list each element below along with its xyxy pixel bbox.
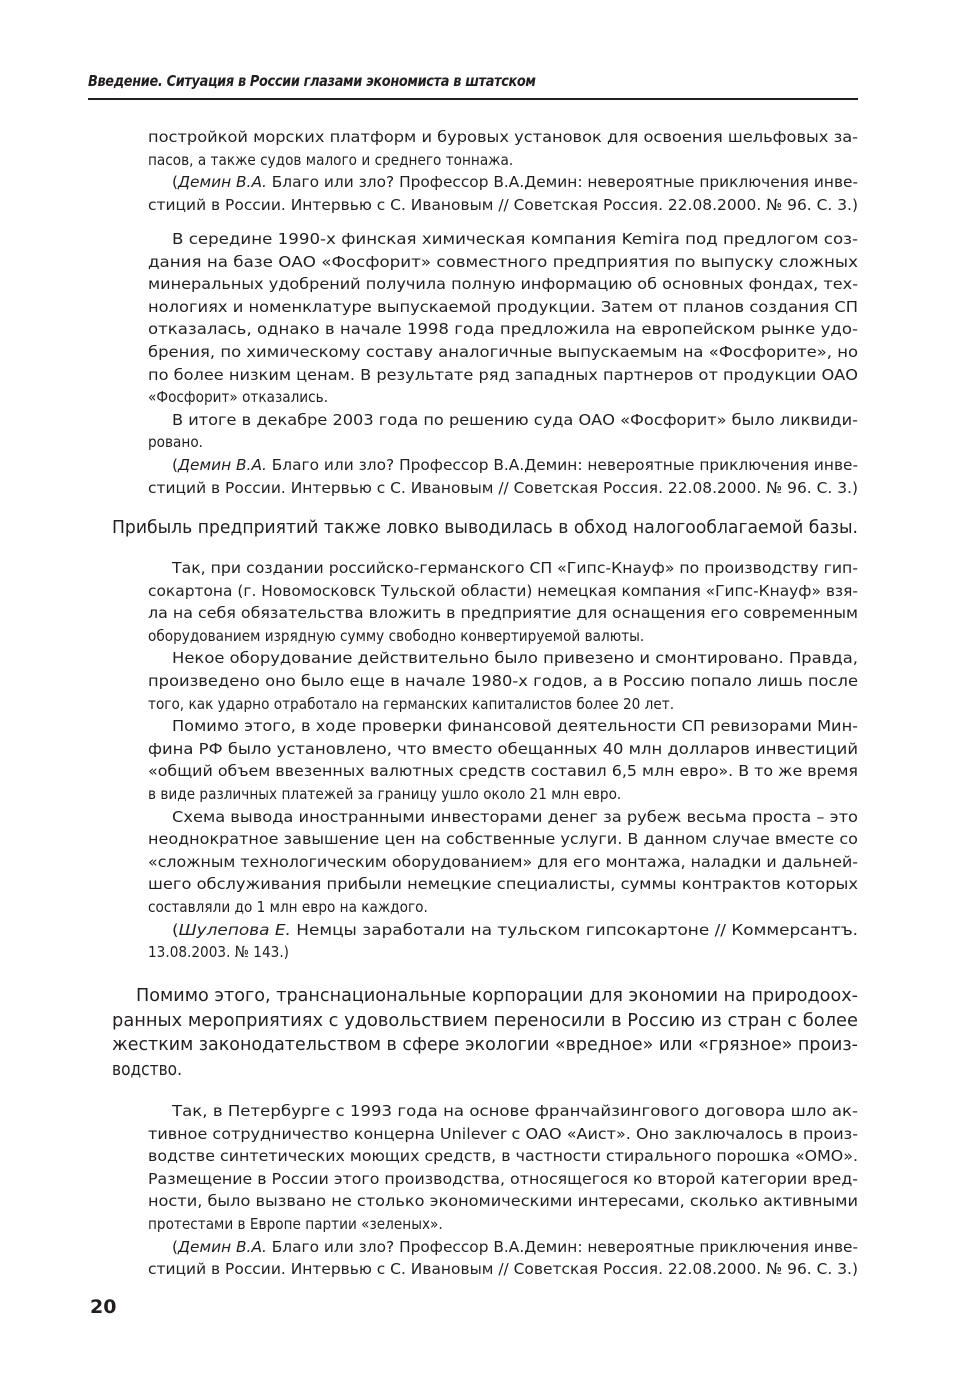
- text-line: [148, 670, 858, 693]
- text-line: [148, 941, 858, 964]
- line-text: «сложным технологическим оборудованием» для его монтажа, наладки и дальней-: [148, 852, 858, 871]
- text-line: [148, 738, 858, 761]
- line-text: стиций в России. Интервью с С. Ивановым // Советская Россия. 22.08.2000. № 96. С. 3.): [148, 195, 858, 214]
- line-text: произведено оно было еще в начале 1980-х годов, а в Россию попало лишь после: [148, 671, 858, 690]
- line-text: Помимо этого, в ходе проверки финансовой деятельности СП ревизорами Мин-: [172, 717, 859, 736]
- line-text: нологиях и номенклатуре выпускаемой продукции. Затем от планов создания СП: [148, 297, 859, 316]
- text-line: (Демин В.А. Благо или зло? Профессор В.А.Демин: невероятные приключения инве-: [172, 173, 859, 192]
- line-text: «Фосфорит» отказались.: [148, 388, 329, 407]
- text-line: [148, 341, 858, 364]
- text-line: [148, 126, 858, 149]
- text-line: (Демин В.А. Благо или зло? Профессор В.А.Демин: невероятные приключения инве-: [172, 455, 859, 474]
- text-line: (Демин В.А. Благо или зло? Профессор В.А.Демин: невероятные приключения инве-: [172, 1237, 859, 1256]
- text-line: [148, 1258, 858, 1281]
- line-text: жестким законодательством в сфере экологии «вредное» или «грязное» произ-: [112, 1035, 858, 1055]
- page-number: 20: [90, 1296, 117, 1318]
- line-text: по более низким ценам. В результате ряд западных партнеров от продукции ОАО: [148, 365, 858, 384]
- line-text: Прибыль предприятий также ловко выводилась в обход налогооблагаемой базы.: [112, 518, 859, 538]
- line-text: Благо или зло? Профессор В.А.Демин: невероятные приключения инве-: [266, 1237, 859, 1256]
- line-text: протестами в Европе партии «зеленых».: [148, 1214, 443, 1233]
- body-paragraph: [112, 984, 858, 1082]
- line-text: 13.08.2003. № 143.): [148, 943, 289, 962]
- line-text: Благо или зло? Профессор В.А.Демин: невероятные приключения инве-: [266, 455, 859, 474]
- text-line: [148, 431, 858, 454]
- line-text: Так, в Петербурге с 1993 года на основе франчайзингового договора шло ак-: [172, 1102, 858, 1120]
- line-text: «общий объем ввезенных валютных средств составил 6,5 млн евро». В то же время: [148, 762, 858, 781]
- text-line: [112, 984, 858, 1009]
- text-line: [148, 783, 858, 806]
- line-text: неоднократное завышение цен на собственные услуги. В данном случае вместе со: [148, 830, 858, 849]
- body-paragraph: [112, 516, 858, 541]
- text-line: [148, 149, 858, 172]
- text-line: [148, 1190, 858, 1213]
- line-text: постройкой морских платформ и буровых установок для освоения шельфовых за-: [148, 128, 859, 146]
- quoted-passage: [148, 126, 858, 216]
- line-text: шего обслуживания прибыли немецкие специалисты, суммы контрактов которых: [148, 875, 859, 894]
- text-line: [148, 273, 858, 296]
- text-line: [148, 625, 858, 648]
- text-line: [148, 602, 858, 625]
- line-text: стиций в России. Интервью с С. Ивановым // Советская Россия. 22.08.2000. № 96. С. 3.): [148, 1260, 858, 1279]
- citation-author: Шулепова Е.: [178, 920, 291, 939]
- text-line: [112, 516, 858, 541]
- line-text: водстве синтетических моющих средств, в частности стирального порошка «ОМО».: [148, 1147, 858, 1166]
- line-text: составляли до 1 млн евро на каждого.: [148, 897, 428, 916]
- text-line: [148, 409, 858, 432]
- text-line: [148, 580, 858, 603]
- line-text: В середине 1990-х финская химическая компания Kemira под предлогом соз-: [172, 230, 859, 248]
- text-line: [112, 1033, 858, 1058]
- text-line: [148, 1168, 858, 1191]
- text-line: [148, 1145, 858, 1168]
- text-line: [148, 386, 858, 409]
- text-line: [148, 557, 858, 580]
- citation-author: Демин В.А.: [178, 1237, 267, 1256]
- line-text: отказалась, однако в начале 1998 года предложила на европейском рынке удо-: [148, 320, 858, 339]
- text-line: [148, 251, 858, 274]
- text-line: [148, 296, 858, 319]
- line-text: Так, при создании российско-германского СП «Гипс-Кнауф» по производству гип-: [172, 559, 858, 577]
- line-text: ранных мероприятиях с удовольствием переносили в Россию из стран с более: [112, 1010, 858, 1031]
- quoted-passage: [148, 1100, 858, 1281]
- line-text: фина РФ было установлено, что вместо обещанных 40 млн долларов инвестиций: [148, 739, 858, 758]
- text-line: [148, 828, 858, 851]
- line-text: Некое оборудование действительно было привезено и смонтировано. Правда,: [172, 649, 859, 668]
- running-header: [88, 70, 858, 92]
- line-text: ности, было вызвано не столько экономическими интересами, сколько активными: [148, 1192, 858, 1211]
- line-text: брения, по химическому составу аналогичные выпускаемым на «Фосфорите», но: [148, 342, 859, 361]
- line-text: пасов, а также судов малого и среднего тоннажа.: [148, 150, 514, 169]
- text-line: (Шулепова Е. Немцы заработали на тульском гипсокартоне // Коммерсантъ.: [172, 920, 858, 939]
- running-title: Введение. Ситуация в России глазами экономиста в штатском: [88, 72, 536, 90]
- citation-author: Демин В.А.: [178, 173, 267, 192]
- quoted-passage: [148, 557, 858, 964]
- text-line: [148, 1213, 858, 1236]
- line-text: в виде различных платежей за границу ушло около 21 млн евро.: [148, 784, 622, 803]
- text-line: [148, 806, 858, 829]
- line-text: оборудованием изрядную сумму свободно конвертируемой валюты.: [148, 626, 645, 645]
- text-line: [112, 1009, 858, 1034]
- line-text: ла на себя обязательства вложить в предприятие для оснащения его современным: [148, 604, 858, 623]
- line-text: Размещение в России этого производства, относящегося ко второй категории вред-: [148, 1169, 859, 1188]
- text-line: [148, 896, 858, 919]
- text-line: [148, 873, 858, 896]
- line-text: Схема вывода иностранными инвесторами денег за рубеж весьма проста – это: [172, 807, 858, 826]
- line-text: дания на базе ОАО «Фосфорит» совместного предприятия по выпуску сложных: [148, 252, 858, 271]
- text-line: [148, 647, 858, 670]
- line-text: водство.: [112, 1059, 182, 1080]
- text-line: [148, 228, 858, 251]
- line-text: В итоге в декабре 2003 года по решению суда ОАО «Фосфорит» было ликвиди-: [172, 410, 858, 429]
- text-line: [148, 715, 858, 738]
- line-text: стиций в России. Интервью с С. Ивановым // Советская Россия. 22.08.2000. № 96. С. 3.): [148, 478, 858, 497]
- text-line: [112, 1058, 858, 1083]
- text-line: [148, 1100, 858, 1123]
- line-text: минеральных удобрений получила полную информацию об основных фондах, тех-: [148, 275, 859, 294]
- line-text: того, как ударно отработало на германских капиталистов более 20 лет.: [148, 694, 675, 713]
- line-text: Помимо этого, транснациональные корпорации для экономии на природоох-: [136, 986, 858, 1006]
- text-line: [148, 318, 858, 341]
- line-text: ровано.: [148, 433, 203, 452]
- line-text: тивное сотрудничество концерна Unilever с ОАО «Аист». Оно заключалось в произ-: [148, 1124, 858, 1143]
- text-line: [148, 693, 858, 716]
- text-line: [148, 851, 858, 874]
- line-text: Немцы заработали на тульском гипсокартоне // Коммерсантъ.: [290, 920, 858, 939]
- line-text: сокартона (г. Новомосковск Тульской области) немецкая компания «Гипс-Кнауф» взя-: [148, 581, 858, 600]
- citation-author: Демин В.А.: [178, 455, 267, 474]
- quoted-passage: [148, 228, 858, 499]
- text-line: [148, 477, 858, 500]
- text-line: [148, 760, 858, 783]
- text-line: [148, 1123, 858, 1146]
- line-text: Благо или зло? Профессор В.А.Демин: невероятные приключения инве-: [266, 173, 859, 192]
- header-divider: [88, 98, 858, 100]
- text-line: [148, 194, 858, 217]
- text-line: [148, 364, 858, 387]
